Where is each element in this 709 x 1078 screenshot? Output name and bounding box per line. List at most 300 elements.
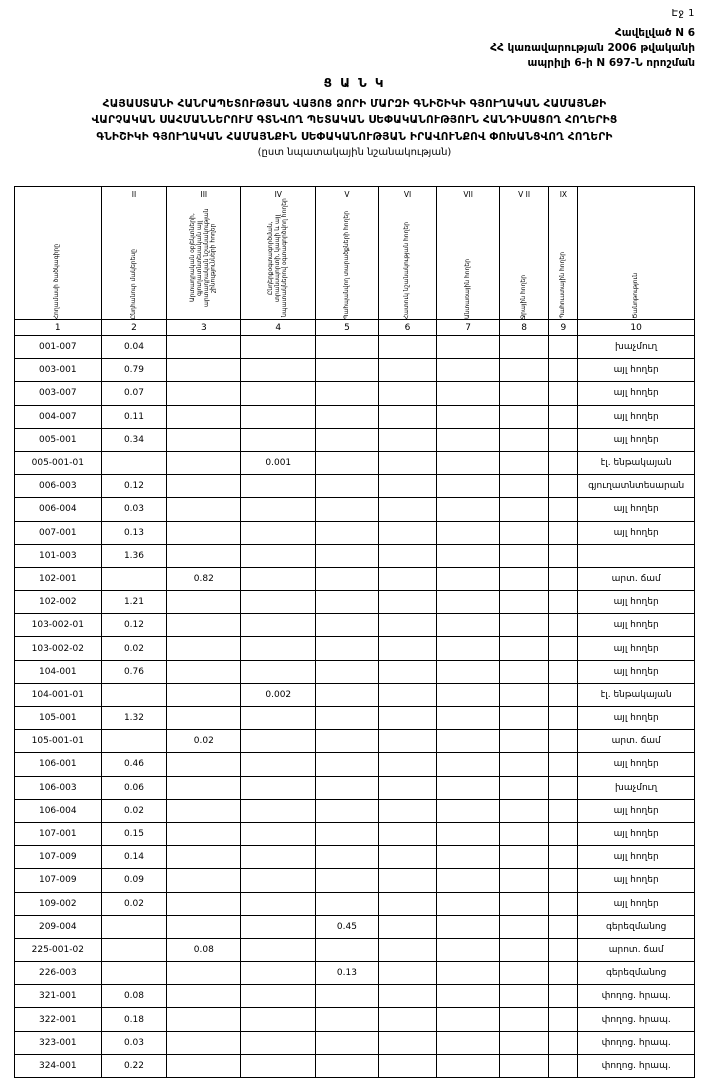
cell-code: 107-001 bbox=[15, 822, 102, 845]
cell-transport bbox=[241, 544, 316, 567]
cell-protected bbox=[316, 405, 378, 428]
cell-total: 0.08 bbox=[101, 985, 167, 1008]
cell-protected bbox=[316, 846, 378, 869]
cell-protected bbox=[316, 591, 378, 614]
header-label-total-area: Ընդհանուր մակերեսը bbox=[129, 248, 137, 319]
cell-special bbox=[378, 892, 437, 915]
cell-notes: գերեզմանոց bbox=[578, 962, 695, 985]
header-label-transport: Ընդերքօգտագործման, տրանսպորտի, կապի և այլ նպատակներով օգտագործվող հողեր bbox=[266, 198, 288, 318]
cell-protected bbox=[316, 475, 378, 498]
cell-water bbox=[499, 985, 549, 1008]
cell-forest bbox=[437, 498, 499, 521]
cell-reserve bbox=[549, 567, 578, 590]
cell-transport: 0.001 bbox=[241, 451, 316, 474]
cell-transport bbox=[241, 707, 316, 730]
cell-production: 0.02 bbox=[167, 730, 241, 753]
cell-transport bbox=[241, 382, 316, 405]
cell-water bbox=[499, 475, 549, 498]
cell-transport bbox=[241, 359, 316, 382]
cell-reserve bbox=[549, 938, 578, 961]
cell-protected bbox=[316, 938, 378, 961]
header-line-2: ՀՀ կառավարության 2006 թվականի bbox=[490, 42, 695, 55]
table-row bbox=[15, 637, 695, 660]
cell-total bbox=[101, 683, 167, 706]
cell-forest bbox=[437, 475, 499, 498]
cell-code: 107-009 bbox=[15, 869, 102, 892]
table-row bbox=[15, 938, 695, 961]
document-header bbox=[490, 26, 695, 72]
cell-water bbox=[499, 1054, 549, 1077]
cell-special bbox=[378, 985, 437, 1008]
cell-production bbox=[167, 799, 241, 822]
cell-notes: այլ հողեր bbox=[578, 822, 695, 845]
header-cell-protected bbox=[316, 187, 378, 320]
header-cell-production bbox=[167, 187, 241, 320]
cell-production bbox=[167, 1054, 241, 1077]
cell-forest bbox=[437, 405, 499, 428]
table-row bbox=[15, 753, 695, 776]
cell-notes: այլ հողեր bbox=[578, 846, 695, 869]
cell-notes: խաչմուղ bbox=[578, 336, 695, 359]
cell-special bbox=[378, 753, 437, 776]
cell-special bbox=[378, 660, 437, 683]
table-column-number-row bbox=[15, 320, 695, 336]
table-row bbox=[15, 822, 695, 845]
cell-water bbox=[499, 915, 549, 938]
cell-notes: այլ հողեր bbox=[578, 753, 695, 776]
header-cell-water bbox=[499, 187, 549, 320]
cell-total: 0.18 bbox=[101, 1008, 167, 1031]
cell-total: 0.79 bbox=[101, 359, 167, 382]
roman-numeral-5: V bbox=[344, 190, 350, 199]
cell-forest bbox=[437, 567, 499, 590]
cell-water bbox=[499, 336, 549, 359]
cell-protected bbox=[316, 776, 378, 799]
cell-protected bbox=[316, 451, 378, 474]
cell-code: 003-007 bbox=[15, 382, 102, 405]
cell-special bbox=[378, 637, 437, 660]
cell-total: 0.02 bbox=[101, 892, 167, 915]
cell-forest bbox=[437, 451, 499, 474]
cell-transport bbox=[241, 799, 316, 822]
cell-special bbox=[378, 962, 437, 985]
cell-transport bbox=[241, 660, 316, 683]
header-label-notes: Ծանոթություն bbox=[631, 273, 639, 319]
cell-production bbox=[167, 521, 241, 544]
cell-special bbox=[378, 544, 437, 567]
cell-transport bbox=[241, 1008, 316, 1031]
cell-code: 006-003 bbox=[15, 475, 102, 498]
cell-transport bbox=[241, 938, 316, 961]
roman-numeral-4: IV bbox=[274, 190, 282, 199]
cell-water bbox=[499, 521, 549, 544]
cell-code: 324-001 bbox=[15, 1054, 102, 1077]
cell-total: 1.32 bbox=[101, 707, 167, 730]
cell-water bbox=[499, 753, 549, 776]
cell-total: 0.13 bbox=[101, 521, 167, 544]
cell-transport bbox=[241, 336, 316, 359]
cell-code: 102-002 bbox=[15, 591, 102, 614]
cell-notes: այլ հողեր bbox=[578, 428, 695, 451]
table-row bbox=[15, 567, 695, 590]
cell-production bbox=[167, 382, 241, 405]
cell-code: 321-001 bbox=[15, 985, 102, 1008]
cell-protected bbox=[316, 359, 378, 382]
cell-production bbox=[167, 451, 241, 474]
table-row bbox=[15, 544, 695, 567]
table-row bbox=[15, 428, 695, 451]
cell-code: 103-002-02 bbox=[15, 637, 102, 660]
cell-notes: այլ հողեր bbox=[578, 707, 695, 730]
cell-production bbox=[167, 498, 241, 521]
cell-forest bbox=[437, 730, 499, 753]
cell-protected bbox=[316, 799, 378, 822]
cell-special bbox=[378, 776, 437, 799]
cell-special bbox=[378, 428, 437, 451]
cell-code: 104-001 bbox=[15, 660, 102, 683]
cell-forest bbox=[437, 544, 499, 567]
cell-notes: փողոց. հրապ. bbox=[578, 1008, 695, 1031]
cell-notes: էլ. ենթակայան bbox=[578, 451, 695, 474]
cell-water bbox=[499, 1008, 549, 1031]
cell-forest bbox=[437, 660, 499, 683]
cell-protected bbox=[316, 498, 378, 521]
cell-notes: այլ հողեր bbox=[578, 359, 695, 382]
cell-water bbox=[499, 776, 549, 799]
cell-reserve bbox=[549, 336, 578, 359]
header-label-production: Արտադրական օբյեկտների, գյուղատնտեսական այլ արտադրական նշանակության շինությունների հողեր bbox=[189, 208, 217, 308]
cell-water bbox=[499, 637, 549, 660]
cell-special bbox=[378, 498, 437, 521]
cell-code: 323-001 bbox=[15, 1031, 102, 1054]
cell-production bbox=[167, 962, 241, 985]
cell-water bbox=[499, 428, 549, 451]
cell-forest bbox=[437, 892, 499, 915]
roman-numeral-3: III bbox=[200, 190, 208, 199]
cell-transport bbox=[241, 521, 316, 544]
cell-transport bbox=[241, 405, 316, 428]
cell-code: 106-001 bbox=[15, 753, 102, 776]
cell-notes: արոտ. ճամ bbox=[578, 938, 695, 961]
cell-production bbox=[167, 660, 241, 683]
cell-reserve bbox=[549, 614, 578, 637]
cell-forest bbox=[437, 521, 499, 544]
cell-reserve bbox=[549, 544, 578, 567]
cell-water bbox=[499, 799, 549, 822]
cell-code: 001-007 bbox=[15, 336, 102, 359]
cell-reserve bbox=[549, 637, 578, 660]
colnum-6: 6 bbox=[378, 320, 437, 336]
cell-special bbox=[378, 475, 437, 498]
cell-total: 0.09 bbox=[101, 869, 167, 892]
colnum-10: 10 bbox=[578, 320, 695, 336]
cell-reserve bbox=[549, 846, 578, 869]
cell-special bbox=[378, 382, 437, 405]
cell-notes: փողոց. հրապ. bbox=[578, 1054, 695, 1077]
cell-forest bbox=[437, 869, 499, 892]
cell-protected bbox=[316, 822, 378, 845]
colnum-9: 9 bbox=[549, 320, 578, 336]
cell-forest bbox=[437, 915, 499, 938]
cell-protected bbox=[316, 336, 378, 359]
cell-reserve bbox=[549, 405, 578, 428]
cell-production bbox=[167, 753, 241, 776]
cell-special bbox=[378, 1054, 437, 1077]
cell-special bbox=[378, 846, 437, 869]
cell-transport bbox=[241, 753, 316, 776]
cell-production bbox=[167, 822, 241, 845]
cell-notes bbox=[578, 544, 695, 567]
cell-total: 1.36 bbox=[101, 544, 167, 567]
cell-reserve bbox=[549, 822, 578, 845]
cell-reserve bbox=[549, 683, 578, 706]
cell-notes: այլ հողեր bbox=[578, 660, 695, 683]
table-row bbox=[15, 336, 695, 359]
table-row bbox=[15, 892, 695, 915]
subtitle-paren: (ըստ նպատակային նշանակության) bbox=[257, 146, 452, 158]
cell-forest bbox=[437, 1031, 499, 1054]
cell-notes: փողոց. հրապ. bbox=[578, 985, 695, 1008]
cell-total: 0.02 bbox=[101, 637, 167, 660]
cell-production bbox=[167, 985, 241, 1008]
cell-notes: գյուղատնտեսարան bbox=[578, 475, 695, 498]
cell-reserve bbox=[549, 1008, 578, 1031]
table-row bbox=[15, 359, 695, 382]
cell-water bbox=[499, 382, 549, 405]
cell-total bbox=[101, 915, 167, 938]
cell-reserve bbox=[549, 869, 578, 892]
cell-special bbox=[378, 799, 437, 822]
cell-special bbox=[378, 869, 437, 892]
cell-total: 0.22 bbox=[101, 1054, 167, 1077]
cell-transport bbox=[241, 498, 316, 521]
cell-protected bbox=[316, 985, 378, 1008]
cell-protected bbox=[316, 1008, 378, 1031]
cell-code: 102-001 bbox=[15, 567, 102, 590]
roman-numeral-9: IX bbox=[559, 190, 568, 199]
cell-reserve bbox=[549, 382, 578, 405]
cell-protected bbox=[316, 660, 378, 683]
cell-production bbox=[167, 591, 241, 614]
cell-protected bbox=[316, 544, 378, 567]
cell-production bbox=[167, 359, 241, 382]
cell-production bbox=[167, 428, 241, 451]
header-label-special: Հատուկ նշանակության հողեր bbox=[403, 221, 411, 319]
cell-total: 0.11 bbox=[101, 405, 167, 428]
cell-forest bbox=[437, 591, 499, 614]
cell-reserve bbox=[549, 799, 578, 822]
cell-water bbox=[499, 660, 549, 683]
table-row bbox=[15, 962, 695, 985]
table-row bbox=[15, 683, 695, 706]
subtitle-line-3: ԳՆԻՇԻԿԻ ԳՅՈՒՂԱԿԱՆ ՀԱՄԱՅՆՔԻՆ ՍԵՓԱԿԱՆՈՒԹՅԱՆ ԻՐԱՎՈՒՆՔՈՎ ՓՈԽԱՆՑՎՈՂ ՀՈՂԵՐԻ bbox=[96, 130, 613, 143]
table-row bbox=[15, 382, 695, 405]
cell-code: 103-002-01 bbox=[15, 614, 102, 637]
roman-numeral-6: VI bbox=[403, 190, 412, 199]
cell-production bbox=[167, 405, 241, 428]
cell-forest bbox=[437, 799, 499, 822]
cell-water bbox=[499, 962, 549, 985]
cell-notes: այլ հողեր bbox=[578, 521, 695, 544]
cell-protected bbox=[316, 683, 378, 706]
cell-code: 007-001 bbox=[15, 521, 102, 544]
cell-total: 0.07 bbox=[101, 382, 167, 405]
colnum-8: 8 bbox=[499, 320, 549, 336]
colnum-2: 2 bbox=[101, 320, 167, 336]
cell-protected: 0.13 bbox=[316, 962, 378, 985]
cell-code: 226-003 bbox=[15, 962, 102, 985]
cell-total bbox=[101, 451, 167, 474]
cell-total: 0.15 bbox=[101, 822, 167, 845]
cell-transport bbox=[241, 915, 316, 938]
cell-code: 107-009 bbox=[15, 846, 102, 869]
cell-forest bbox=[437, 336, 499, 359]
cell-reserve bbox=[549, 591, 578, 614]
cell-protected bbox=[316, 428, 378, 451]
cell-notes: այլ հողեր bbox=[578, 498, 695, 521]
cell-forest bbox=[437, 1008, 499, 1031]
cell-total: 0.04 bbox=[101, 336, 167, 359]
cell-transport bbox=[241, 822, 316, 845]
cell-transport bbox=[241, 428, 316, 451]
header-cell-reserve bbox=[549, 187, 578, 320]
cell-reserve bbox=[549, 707, 578, 730]
cell-code: 101-003 bbox=[15, 544, 102, 567]
subtitle-line-2: ՎԱՐՉԱԿԱՆ ՍԱՀՄԱՆՆԵՐՈՒՄ ԳՏՆՎՈՂ ՊԵՏԱԿԱՆ ՍԵՓԱԿԱՆՈՒԹՅՈՒՆ ՀԱՆԴԻՍԱՑՈՂ ՀՈՂԵՐԻՑ bbox=[91, 114, 618, 127]
cell-total: 0.12 bbox=[101, 475, 167, 498]
cell-forest bbox=[437, 938, 499, 961]
cell-code: 105-001 bbox=[15, 707, 102, 730]
cell-special bbox=[378, 683, 437, 706]
cell-production bbox=[167, 846, 241, 869]
cell-water bbox=[499, 869, 549, 892]
colnum-4: 4 bbox=[241, 320, 316, 336]
cell-reserve bbox=[549, 521, 578, 544]
cell-notes: այլ հողեր bbox=[578, 614, 695, 637]
header-cell-total-area bbox=[101, 187, 167, 320]
cell-protected bbox=[316, 1054, 378, 1077]
header-cell-code bbox=[15, 187, 102, 320]
header-cell-special bbox=[378, 187, 437, 320]
cell-forest bbox=[437, 753, 499, 776]
cell-reserve bbox=[549, 475, 578, 498]
cell-total: 0.34 bbox=[101, 428, 167, 451]
cell-code: 322-001 bbox=[15, 1008, 102, 1031]
cell-special bbox=[378, 915, 437, 938]
land-registry-table bbox=[14, 186, 695, 1078]
cell-reserve bbox=[549, 776, 578, 799]
cell-forest bbox=[437, 359, 499, 382]
cell-water bbox=[499, 405, 549, 428]
cell-notes: այլ հողեր bbox=[578, 591, 695, 614]
cell-forest bbox=[437, 822, 499, 845]
document-subtitle bbox=[0, 96, 709, 160]
table-row bbox=[15, 614, 695, 637]
cell-protected bbox=[316, 567, 378, 590]
cell-forest bbox=[437, 683, 499, 706]
cell-transport bbox=[241, 1054, 316, 1077]
table-row bbox=[15, 799, 695, 822]
cell-reserve bbox=[549, 451, 578, 474]
cell-transport bbox=[241, 869, 316, 892]
cell-reserve bbox=[549, 359, 578, 382]
colnum-3: 3 bbox=[167, 320, 241, 336]
cell-reserve bbox=[549, 985, 578, 1008]
colnum-7: 7 bbox=[437, 320, 499, 336]
cell-transport bbox=[241, 567, 316, 590]
cell-special bbox=[378, 938, 437, 961]
cell-water bbox=[499, 892, 549, 915]
cell-special bbox=[378, 521, 437, 544]
cell-code: 225-001-02 bbox=[15, 938, 102, 961]
table-row bbox=[15, 915, 695, 938]
cell-transport bbox=[241, 846, 316, 869]
cell-forest bbox=[437, 637, 499, 660]
cell-transport bbox=[241, 475, 316, 498]
cell-total bbox=[101, 730, 167, 753]
cell-production: 0.82 bbox=[167, 567, 241, 590]
cell-protected bbox=[316, 521, 378, 544]
cell-reserve bbox=[549, 962, 578, 985]
cell-production bbox=[167, 544, 241, 567]
roman-numeral-2: II bbox=[131, 190, 137, 199]
cell-transport bbox=[241, 985, 316, 1008]
cell-reserve bbox=[549, 660, 578, 683]
cell-code: 105-001-01 bbox=[15, 730, 102, 753]
cell-production bbox=[167, 637, 241, 660]
table-header-row bbox=[15, 187, 695, 320]
roman-numeral-8: V II bbox=[518, 190, 531, 199]
cell-protected bbox=[316, 892, 378, 915]
table-row bbox=[15, 475, 695, 498]
cell-reserve bbox=[549, 1031, 578, 1054]
table-row bbox=[15, 776, 695, 799]
cell-notes: այլ հողեր bbox=[578, 799, 695, 822]
cell-forest bbox=[437, 382, 499, 405]
cell-water bbox=[499, 591, 549, 614]
header-cell-notes bbox=[578, 187, 695, 320]
table-row bbox=[15, 405, 695, 428]
cell-notes: այլ հողեր bbox=[578, 869, 695, 892]
cell-production bbox=[167, 915, 241, 938]
cell-special bbox=[378, 614, 437, 637]
cell-special bbox=[378, 822, 437, 845]
cell-water bbox=[499, 498, 549, 521]
cell-production bbox=[167, 1031, 241, 1054]
cell-transport bbox=[241, 776, 316, 799]
cell-total: 0.06 bbox=[101, 776, 167, 799]
cell-protected bbox=[316, 753, 378, 776]
cell-protected bbox=[316, 1031, 378, 1054]
cell-special bbox=[378, 591, 437, 614]
cell-forest bbox=[437, 707, 499, 730]
cell-production bbox=[167, 869, 241, 892]
cell-production bbox=[167, 336, 241, 359]
cell-water bbox=[499, 614, 549, 637]
cell-protected bbox=[316, 382, 378, 405]
cell-water bbox=[499, 846, 549, 869]
cell-reserve bbox=[549, 498, 578, 521]
cell-total bbox=[101, 567, 167, 590]
table-row bbox=[15, 591, 695, 614]
cell-notes: արտ. ճամ bbox=[578, 730, 695, 753]
cell-code: 005-001 bbox=[15, 428, 102, 451]
cell-total: 0.12 bbox=[101, 614, 167, 637]
cell-transport bbox=[241, 730, 316, 753]
cell-production bbox=[167, 475, 241, 498]
page-title: Ց Ա Ն Կ bbox=[323, 76, 386, 90]
cell-production bbox=[167, 776, 241, 799]
